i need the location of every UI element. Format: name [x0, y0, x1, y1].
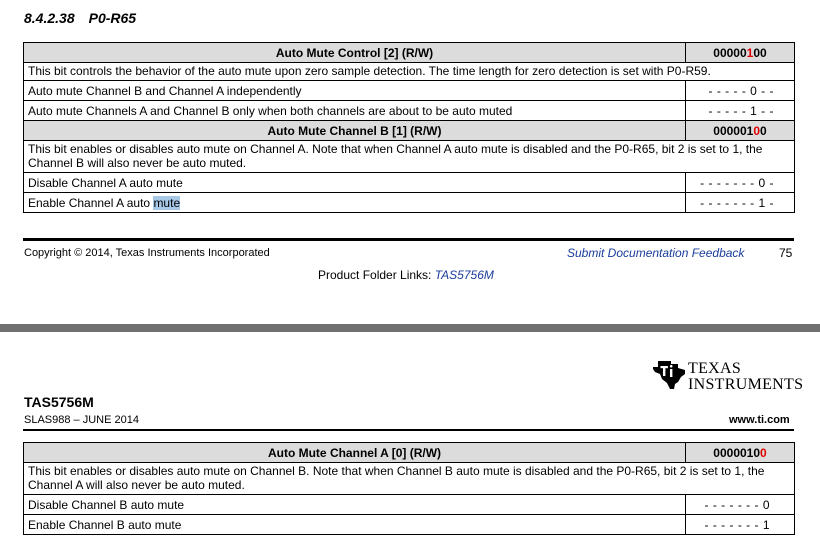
- document-id: SLAS988 – JUNE 2014: [24, 414, 139, 426]
- page-number: 75: [779, 246, 793, 260]
- section-number: 8.4.2.38: [24, 10, 75, 26]
- ti-logo: [652, 358, 804, 394]
- website-link[interactable]: www.ti.com: [729, 414, 790, 426]
- table-row: [24, 515, 795, 535]
- table-row: [24, 101, 795, 121]
- table-row: [24, 173, 795, 193]
- table-row: [24, 193, 795, 213]
- texas-instruments-emblem-icon: [652, 358, 686, 390]
- page-divider: [0, 324, 820, 332]
- field-description: This bit enables or disables auto mute on Channel A. Note that when Channel A auto mute is disabled and the P0-R65, bit 2 is set to 1, the Channel B will also never be auto muted.: [24, 141, 795, 173]
- description-row: [24, 463, 795, 495]
- table-row: [24, 495, 795, 515]
- logo-text-line2: INSTRUMENTS: [688, 376, 804, 393]
- register-table-p0-r65: [23, 42, 795, 213]
- header-rule: [23, 429, 794, 431]
- section-title: P0-R65: [88, 10, 137, 26]
- field-description: This bit controls the behavior of the auto mute upon zero sample detection. The time length for zero detection is set with P0-R59.: [24, 63, 795, 81]
- option-label: Disable Channel B auto mute: [24, 495, 686, 515]
- field-bits: 00000100: [686, 43, 795, 63]
- option-value: - - - - - 1 - -: [686, 101, 795, 121]
- product-folder-link[interactable]: TAS5756M: [434, 268, 494, 282]
- copyright-text: Copyright © 2014, Texas Instruments Incorporated: [24, 247, 270, 259]
- option-label[interactable]: Enable Channel A auto mute: [24, 193, 686, 213]
- field-header: Auto Mute Control [2] (R/W): [24, 43, 686, 63]
- option-value: - - - - - - - 0: [686, 495, 795, 515]
- field-header: Auto Mute Channel A [0] (R/W): [24, 443, 686, 463]
- table-row: [24, 81, 795, 101]
- option-label: Disable Channel A auto mute: [24, 173, 686, 193]
- table-header-row: [24, 121, 795, 141]
- field-header: Auto Mute Channel B [1] (R/W): [24, 121, 686, 141]
- option-label: Auto mute Channel B and Channel A independently: [24, 81, 686, 101]
- highlighted-bit: 0: [760, 445, 767, 460]
- option-value: - - - - - - - 1: [686, 515, 795, 535]
- option-label: Enable Channel B auto mute: [24, 515, 686, 535]
- submit-feedback-link[interactable]: Submit Documentation Feedback: [567, 246, 745, 260]
- table-header-row: [24, 443, 795, 463]
- field-description: This bit enables or disables auto mute on Channel B. Note that when Channel B auto mute is disabled and the P0-R65, bit 2 is set to 1, the Channel A will also never be auto muted.: [24, 463, 795, 495]
- field-bits: 00000100: [686, 121, 795, 141]
- option-value: - - - - - 0 - -: [686, 81, 795, 101]
- description-row: [24, 63, 795, 81]
- part-number: TAS5756M: [24, 394, 94, 410]
- text-selection[interactable]: mute: [153, 195, 181, 210]
- table-header-row: [24, 43, 795, 63]
- highlighted-bit: 0: [753, 123, 761, 138]
- folder-label: Product Folder Links:: [318, 268, 435, 282]
- register-table-p0-r65-continued: [23, 442, 795, 535]
- product-folder-links: [318, 268, 494, 282]
- field-bits: 00000100: [686, 443, 795, 463]
- option-value: - - - - - - - 1 -: [686, 193, 795, 213]
- logo-text-line1: TEXAS: [688, 360, 742, 377]
- option-value: - - - - - - - 0 -: [686, 173, 795, 193]
- highlighted-bit: 1: [746, 45, 754, 60]
- description-row: [24, 141, 795, 173]
- section-heading: [24, 10, 136, 26]
- option-label: Auto mute Channels A and Channel B only when both channels are about to be auto muted: [24, 101, 686, 121]
- footer-rule: [23, 238, 794, 241]
